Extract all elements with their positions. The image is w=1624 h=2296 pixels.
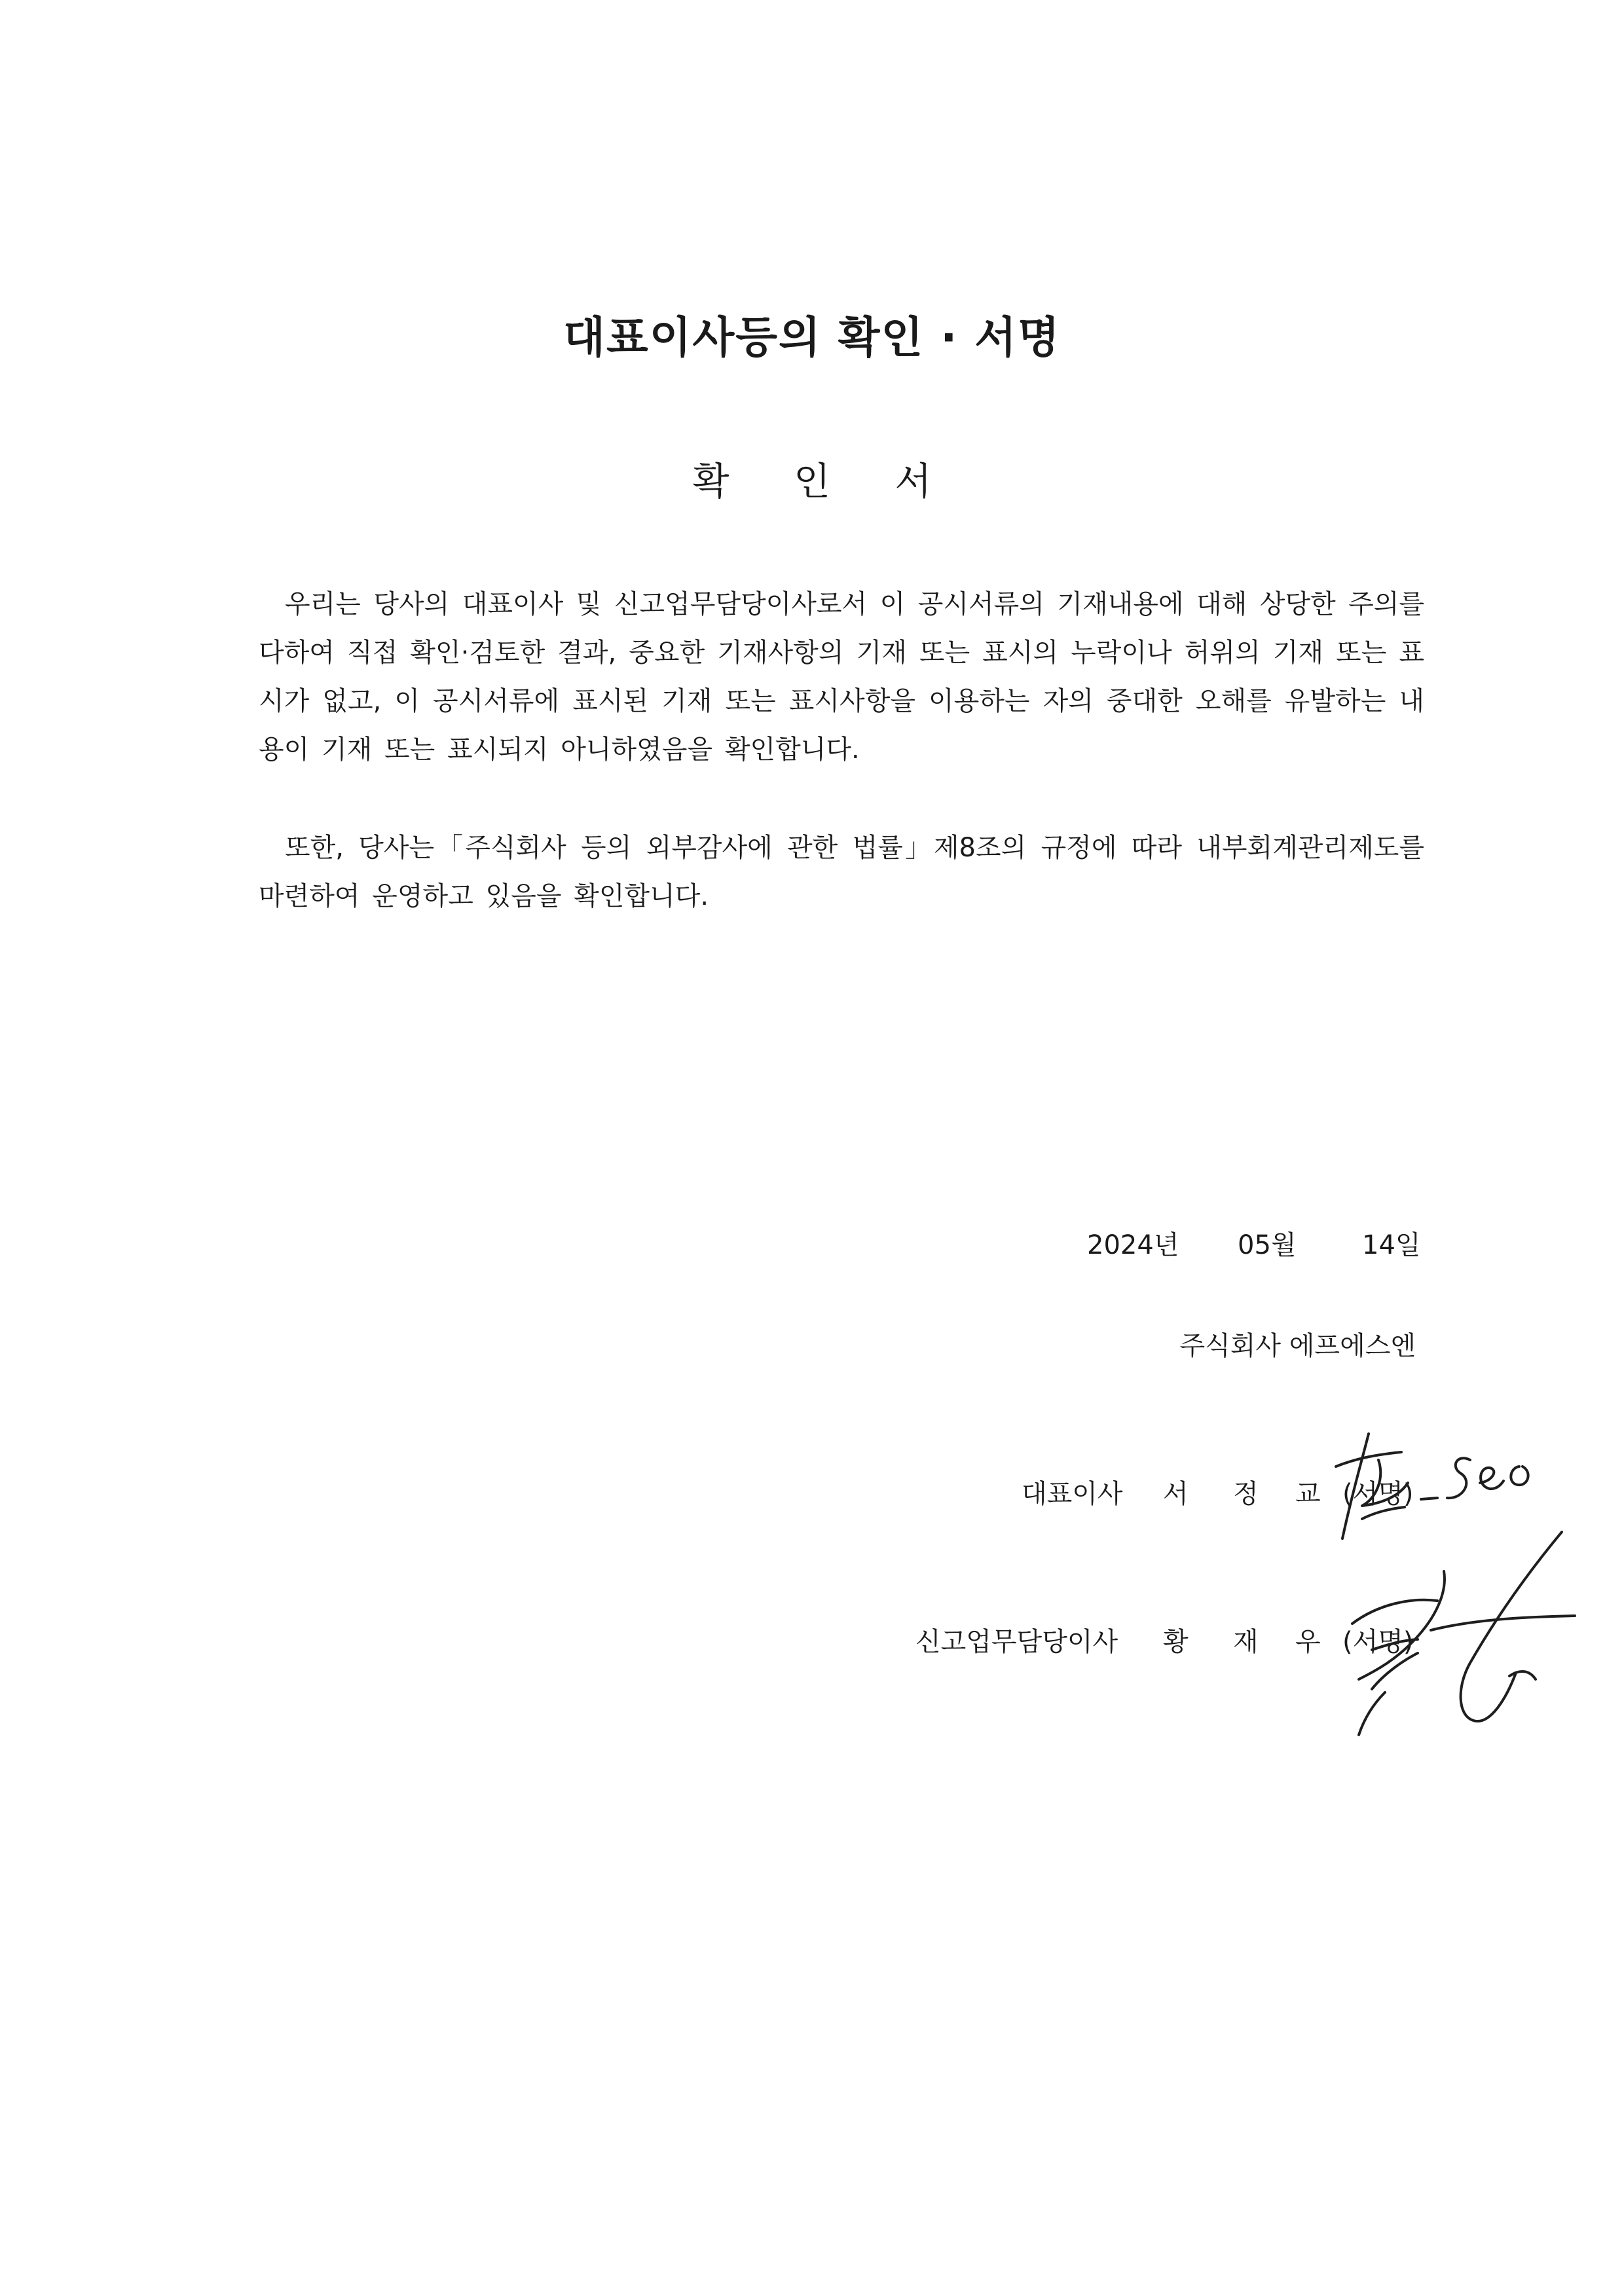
internal-control-paragraph: 또한, 당사는「주식회사 등의 외부감사에 관한 법률」제8조의 규정에 따라 내부회계관리제도를 마련하여 운영하고 있음을 확인합니다.	[259, 833, 1424, 911]
cfo-sign-label: (서명)	[1342, 1627, 1414, 1657]
cfo-name-3: 우	[1295, 1627, 1321, 1657]
ceo-name-2: 정	[1233, 1479, 1259, 1509]
date-month: 05월	[1238, 1230, 1297, 1260]
date-year: 2024년	[1087, 1230, 1179, 1260]
ceo-name-3: 교	[1295, 1479, 1321, 1509]
ceo-name-1: 서	[1163, 1479, 1189, 1509]
cfo-name-1: 황	[1163, 1627, 1189, 1657]
confirmation-paragraph: 우리는 당사의 대표이사 및 신고업무담당이사로서 이 공시서류의 기재내용에 대해 상당한 주의를 다하여 직접 확인·검토한 결과, 중요한 기재사항의 기재 또는 표시의 누락이나 허위의 기재 또는 표시가 없고, 이 공시서류에 표시된 기재 또는 표시사항을 이용하는 자의 중대한 오해를 유발하는 내용이 기재 또는 표시되지 아니하였음을 확인합니다.	[259, 589, 1424, 765]
ceo-sign-label: (서명)	[1342, 1479, 1414, 1509]
document-subtitle: 확 인 서	[692, 459, 958, 503]
page-title: 대표이사등의 확인 · 서명	[563, 312, 1061, 363]
company-name: 주식회사 에프에스엔	[1179, 1331, 1416, 1361]
ceo-role: 대표이사	[1022, 1479, 1123, 1509]
cfo-role: 신고업무담당이사	[915, 1627, 1118, 1657]
cfo-handwritten-signature	[1333, 1519, 1581, 1741]
date-day: 14일	[1362, 1230, 1421, 1260]
cfo-name-2: 재	[1233, 1627, 1259, 1657]
